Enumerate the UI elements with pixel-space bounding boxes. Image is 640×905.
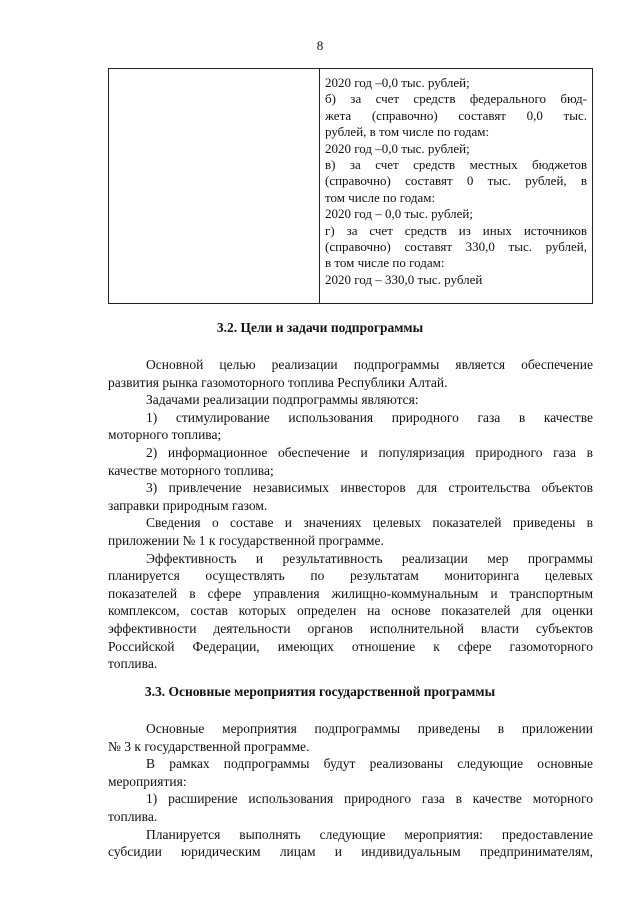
table-line: жета (справочно) составят 0,0 тыс. [325,107,587,123]
text-line: эффективности деятельности органов исполнительной власти субъектов [108,620,593,636]
text-line: Эффективность и результативность реализации мер программы [146,550,593,566]
section-body-goals [108,356,593,673]
table-cell-right [320,69,592,303]
text-line: 1) стимулирование использования природного газа в качестве [146,409,593,425]
text-line: мероприятия: [108,773,187,789]
text-line: 1) расширение использования природного газа в качестве моторного [146,791,593,807]
table-line: 2020 год – 330,0 тыс. рублей [325,271,483,287]
text-line: Основной целью реализации подпрограммы является обеспечение [146,357,593,372]
page-number: 8 [316,38,324,53]
funding-table [108,68,593,304]
text-line: приложении № 1 к государственной программе. [108,532,384,548]
text-line: топлива. [108,656,158,672]
table-cell-left [109,69,320,303]
table-line: в том числе по годам: [325,255,445,271]
text-line: Планируется выполнять следующие мероприятия: предоставление [146,826,593,842]
text-line: В рамках подпрограммы будут реализованы следующие основные [146,756,593,772]
text-line: субсидии юридическим лицам и индивидуальным предпринимателям, [108,844,593,860]
text-line: развития рынка газомоторного топлива Республики Алтай. [108,374,448,390]
table-line: 2020 год –0,0 тыс. рублей; [325,75,470,90]
text-line: 3) привлечение независимых инвесторов для строительства объектов [146,480,593,496]
table-line: б) за счет средств федерального бюд- [325,91,587,107]
table-line: (справочно) составят 330,0 тыс. рублей, [325,239,587,255]
text-line: № 3 к государственной программе. [108,738,310,754]
table-line: 2020 год –0,0 тыс. рублей; [325,140,470,156]
text-line: заправки природным газом. [108,497,268,513]
table-line: (справочно) составят 0 тыс. рублей, в [325,173,587,189]
text-line: Задачами реализации подпрограммы являются: [146,392,419,408]
text-line: Российской Федерации, имеющих отношение к сфере газомоторного [108,638,593,654]
table-line: 2020 год – 0,0 тыс. рублей; [325,206,473,222]
text-line: комплексом, состав которых определен на основе показателей для оценки [108,603,593,619]
text-line: планируется осуществлять по результатам мониторинга целевых [108,568,593,584]
table-line: г) за счет средств из иных источников [325,222,587,238]
text-line: моторного топлива; [108,427,222,443]
section-body-measures [108,720,593,861]
text-line: Сведения о составе и значениях целевых показателей приведены в [146,515,593,531]
table-line: том числе по годам: [325,189,436,205]
text-line: Основные мероприятия подпрограммы приведены в приложении [146,721,593,736]
table-line: рублей, в том числе по годам: [325,124,490,140]
section-heading-measures: 3.3. Основные мероприятия государственной программы [144,684,496,699]
text-line: 2) информационное обеспечение и популяризация природного газа в [146,444,593,460]
text-line: показателей в сфере управления жилищно-коммунальным и транспортным [108,585,593,601]
section-heading-goals: 3.2. Цели и задачи подпрограммы [216,320,424,335]
text-line: топлива. [108,808,158,824]
text-line: качестве моторного топлива; [108,462,274,478]
table-line: в) за счет средств местных бюджетов [325,157,587,173]
